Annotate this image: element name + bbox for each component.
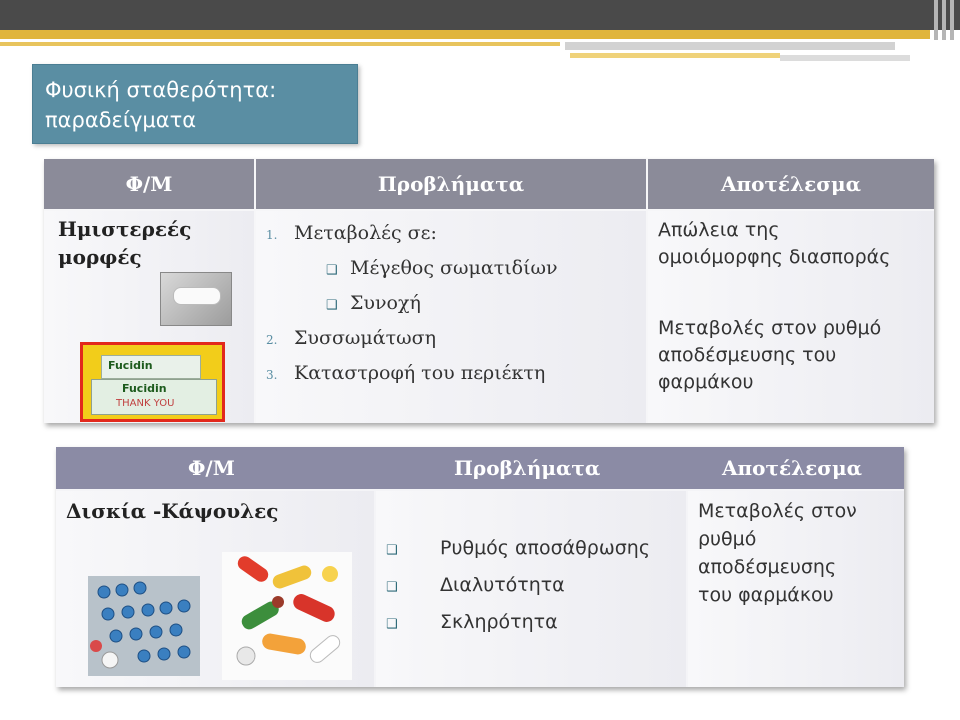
list-item-text: Μέγεθος σωματιδίων <box>350 257 558 279</box>
blister-pack-image <box>88 576 200 676</box>
table2-result-cell <box>688 491 904 687</box>
suppository-image <box>160 272 232 326</box>
checkbox-bullet-icon: ❑ <box>386 580 398 595</box>
table2-header-row <box>56 447 904 489</box>
list-item <box>386 568 686 605</box>
slide-title-line2: παραδείγματα <box>45 108 197 132</box>
header-vertical-stripe <box>934 0 938 40</box>
capsules-graphic <box>222 552 352 680</box>
table2-header-result: Αποτέλεσμα <box>722 456 863 480</box>
result-line: ρυθμό <box>698 528 757 550</box>
form-label-line1: Ημιστερεές <box>58 217 192 241</box>
header-grey-stripe <box>565 42 895 50</box>
fucidin-cream-image <box>80 342 225 422</box>
table1-header-problems: Προβλήματα <box>256 159 646 209</box>
table1-problems-cell <box>256 211 646 423</box>
header-vertical-stripe <box>950 0 954 40</box>
checkbox-bullet-icon: ❑ <box>386 543 398 558</box>
list-item <box>266 322 636 357</box>
blister-pack-graphic <box>88 576 200 676</box>
table1-result-cell <box>648 211 934 423</box>
table1-result-1 <box>658 217 890 271</box>
header-gold-stripe-thin <box>0 42 560 46</box>
checkbox-bullet-icon: ❑ <box>326 263 338 278</box>
thank-you-overlay: THANK YOU <box>116 398 175 409</box>
table1-problems-list <box>266 217 636 392</box>
list-item-text: Μεταβολές σε: <box>294 222 437 244</box>
header-vertical-stripe <box>942 0 946 40</box>
table2-problems-list <box>386 531 686 642</box>
list-item <box>386 605 686 642</box>
list-item <box>266 217 636 252</box>
slide-title-line1: Φυσική σταθερότητα: <box>45 78 277 102</box>
list-item <box>266 252 636 287</box>
table1-header-result: Αποτέλεσμα <box>648 159 934 209</box>
list-item <box>386 531 686 568</box>
header-gold-stripe <box>0 30 930 39</box>
result-line: Μεταβολές στον ρυθμό <box>658 317 882 339</box>
fucidin-label: Fucidin <box>108 359 153 372</box>
header-dark-band <box>0 0 960 30</box>
table2-form-label: Δισκία -Κάψουλες <box>66 499 279 523</box>
list-item-text: Συνοχή <box>350 292 421 314</box>
cream-box <box>91 379 217 415</box>
table1-form-label <box>58 215 191 271</box>
result-line: ομοιόμορφης διασποράς <box>658 246 891 268</box>
list-item <box>266 287 636 322</box>
form-label-line2: μορφές <box>58 245 142 269</box>
list-item-text: Καταστροφή του περιέκτη <box>294 362 546 384</box>
table2-header-form: Φ/Μ <box>188 456 235 480</box>
list-item-text: Συσσωμάτωση <box>294 327 436 349</box>
table2-result <box>698 497 857 609</box>
result-line: Απώλεια της <box>658 219 780 241</box>
checkbox-bullet-icon: ❑ <box>326 298 338 313</box>
header-grey-stripe-short <box>780 55 910 61</box>
table2-header-problems: Προβλήματα <box>454 456 601 480</box>
fucidin-box-label: Fucidin <box>122 382 167 395</box>
list-item <box>266 357 636 392</box>
table1-header-form: Φ/Μ <box>44 159 254 209</box>
table1-result-2 <box>658 315 881 396</box>
list-number: 2. <box>266 333 278 347</box>
result-line: Μεταβολές στον <box>698 500 857 522</box>
result-line: του φαρμάκου <box>698 584 834 606</box>
result-line: αποδέσμευσης του <box>658 344 837 366</box>
capsules-image <box>222 552 352 680</box>
suppository-pill <box>173 287 221 305</box>
list-item-text: Σκληρότητα <box>440 611 558 633</box>
slide-title <box>32 64 358 144</box>
result-line: φαρμάκου <box>658 371 754 393</box>
list-number: 3. <box>266 368 278 382</box>
checkbox-bullet-icon: ❑ <box>386 617 398 632</box>
header-gold-stripe-short <box>570 53 780 58</box>
list-item-text: Ρυθμός αποσάθρωσης <box>440 537 650 559</box>
list-item-text: Διαλυτότητα <box>440 574 565 596</box>
cream-tube <box>101 355 201 379</box>
table2-problems-cell <box>376 491 686 687</box>
result-line: αποδέσμευσης <box>698 556 837 578</box>
list-number: 1. <box>266 228 278 242</box>
